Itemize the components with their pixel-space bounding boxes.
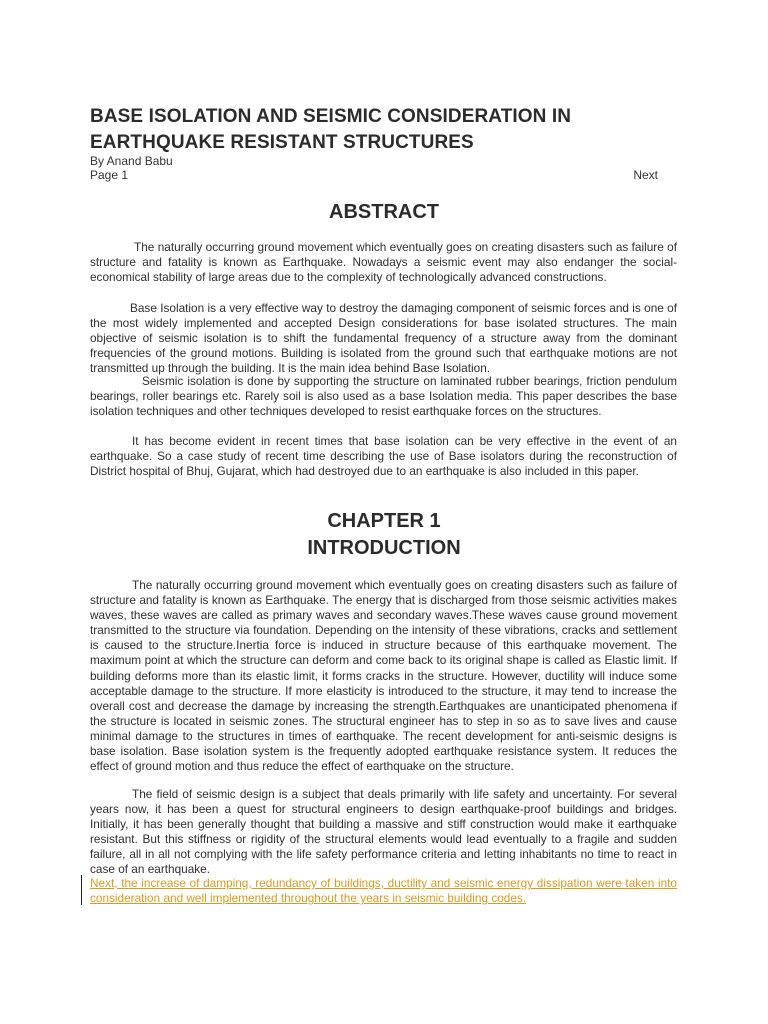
next-page-link[interactable]: Next bbox=[633, 168, 658, 182]
highlighted-link-paragraph[interactable]: Next, the increase of damping, redundancy of buildings, ductility and seismic energy dissipation were taken into consideration and well implemented throughout the years in seismic building codes. bbox=[90, 876, 677, 906]
abstract-paragraph: The naturally occurring ground movement which eventually goes on creating disasters such as failure of structure and fatality is known as Earthquake. Nowadays a seismic event may also endanger the social-economical stability of large areas due to the complexity of technologically advanced constructions. bbox=[90, 240, 677, 285]
introduction-paragraph: The naturally occurring ground movement which eventually goes on creating disasters such as failure of structure and fatality is known as Earthquake. The energy that is discharged from those seismic activities makes waves, these waves are called as primary waves and secondary waves.These waves cause ground movement transmitted to the structure via foundation. Depending on the intensity of these vibrations, cracks and settlement is caused to the structure.Inertia force is induced in structure because of this earthquake movement. The maximum point at which the structure can deform and come back to its original shape is called as Elastic limit. If building deforms more than its elastic limit, it forms cracks in the structure. However, ductility will induce some acceptable damage to the structure. If more elasticity is introduced to the structure, it may tend to increase the overall cost and decrease the damage by increasing the strength.Earthquakes are unanticipated phenomena if the structure is located in seismic zones. The structural engineer has to step in so as to save lives and cause minimal damage to the structures in times of earthquake. The recent development for anti-seismic designs is base isolation. Base isolation system is the frequently adopted earthquake resistance system. It reduces the effect of ground motion and thus reduce the effect of earthquake on the structure. bbox=[90, 578, 677, 774]
chapter-title-heading: INTRODUCTION bbox=[307, 537, 461, 559]
abstract-paragraph: It has become evident in recent times that base isolation can be very effective in the event of an earthquake. So a case study of recent time describing the use of Base isolators during the reconstruction of District hospital of Bhuj, Gujarat, which had destroyed due to an earthquake is also included in this paper. bbox=[90, 434, 677, 479]
page-number-label: Page 1 bbox=[90, 168, 129, 182]
page-navigation-row bbox=[90, 168, 660, 182]
author-byline: By Anand Babu bbox=[90, 154, 173, 168]
introduction-paragraph: The field of seismic design is a subject that deals primarily with life safety and uncertainty. For several years now, it has been a quest for structural engineers to design earthquake-proof buildings and bridges. Initially, it has been generally thought that building a massive and stiff construction would make it earthquake resistant. But this stiffness or rigidity of the structural elements would lead eventually to a fragile and sudden failure, all in all not complying with the life safety performance criteria and letting inhabitants no time to react in case of an earthquake. bbox=[90, 787, 677, 877]
text-cursor-bar bbox=[81, 875, 82, 905]
abstract-paragraph: Seismic isolation is done by supporting the structure on laminated rubber bearings, friction pendulum bearings, roller bearings etc. Rarely soil is also used as a base Isolation media. This paper describes the base isolation techniques and other techniques developed to resist earthquake forces on the structures. bbox=[90, 374, 677, 419]
abstract-heading: ABSTRACT bbox=[329, 201, 439, 223]
chapter-number-heading: CHAPTER 1 bbox=[327, 510, 441, 532]
document-title: BASE ISOLATION AND SEISMIC CONSIDERATION IN EARTHQUAKE RESISTANT STRUCTURES bbox=[90, 106, 572, 153]
abstract-paragraph: Base Isolation is a very effective way to destroy the damaging component of seismic forces and is one of the most widely implemented and accepted Design considerations for base isolated structures. The main objective of seismic isolation is to shift the fundamental frequency of a structure away from the dominant frequencies of the ground motions. Building is isolated from the ground such that earthquake motions are not transmitted up through the building. It is the main idea behind Base Isolation. bbox=[90, 301, 677, 376]
